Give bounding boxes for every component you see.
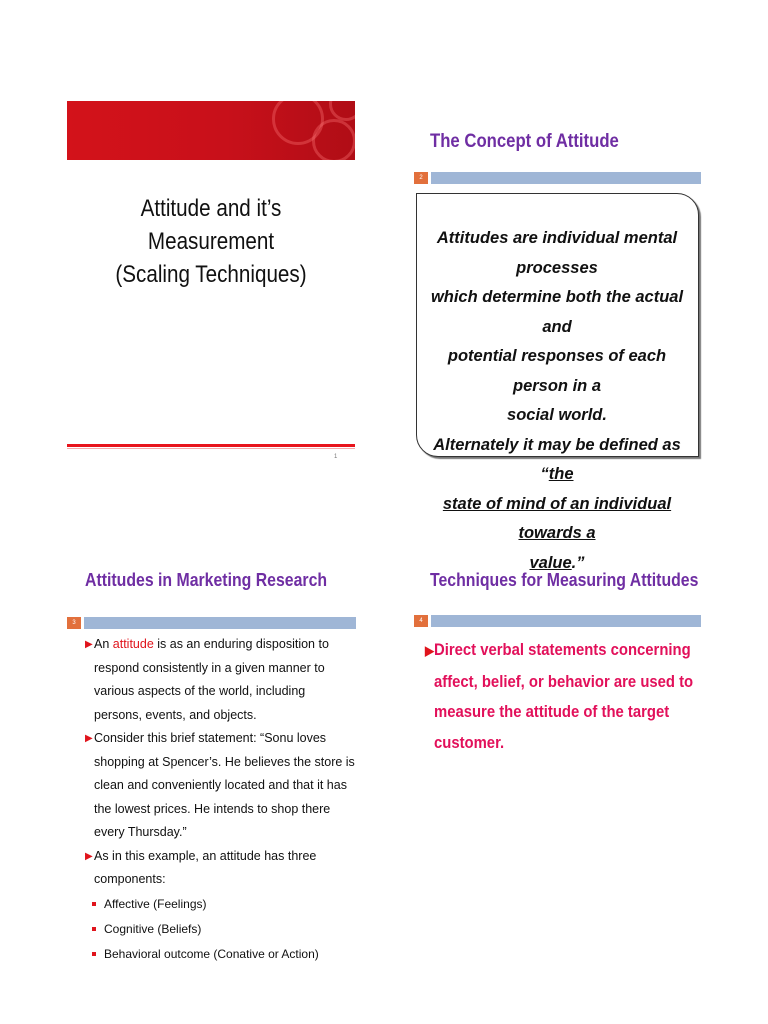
slide1-title-line1: Attitude and it’s Measurement [140,195,282,255]
bullet-item [86,845,356,892]
slide1-title-line2: (Scaling Techniques) [115,261,307,288]
slide2-number-badge: 2 [414,172,428,184]
sub-bullet-item [86,892,356,917]
alternate-underlined: value [529,553,572,572]
slide2-header-bar [431,172,701,184]
alternate-underlined: the [548,465,574,483]
bullet-text: As in this example, an attitude has three components: [94,848,317,886]
bullet-arrow-icon: ▶ [85,733,93,744]
bullet-text: Consider this brief statement: “Sonu loves shopping at Spencer’s. He believes the store is clean and conveniently located and that it has the lowest prices. He intends to shop there every Thursday.” [94,731,355,839]
slide2-definition-text [420,224,694,578]
slide4-title: Techniques for Measuring Attitudes [430,570,699,590]
sub-bullet-text: Behavioral outcome (Conative or Action) [104,946,319,961]
alternate-definition [420,431,694,490]
square-bullet-icon [92,902,96,906]
sub-bullet-text: Affective (Feelings) [104,896,207,911]
bullet-arrow-icon: ▶ [85,850,93,862]
definition-line: Attitudes are individual mental processes [436,229,678,277]
sub-bullet-text: Cognitive (Beliefs) [104,921,202,936]
definition-line: which determine both the actual and [430,288,684,336]
square-bullet-icon [92,952,96,956]
bullet-arrow-icon: ▶ [425,643,434,658]
body-line [425,635,691,667]
highlighted-term: attitude [112,637,154,651]
slide3-header-bar [84,617,356,629]
gear-decoration-icon [329,101,355,121]
alternate-suffix: .” [571,553,585,572]
slide1-red-banner [67,101,355,160]
definition-line: social world. [507,406,607,424]
slide3-title: Attitudes in Marketing Research [85,570,328,590]
slide1-title [67,192,355,291]
slide4-number-badge: 4 [414,615,428,627]
body-line: customer. [434,733,505,752]
slide1-divider [67,444,355,447]
sub-bullet-item [86,917,356,942]
alternate-prefix: Alternately it may be defined as “ [433,435,681,483]
bullet-text: is as an enduring disposition to respond consistently in a given manner to various aspects of the world, including persons, events, and objects. [94,637,329,722]
sub-bullet-item [86,942,356,967]
slide1-page-number: 1 [334,454,338,460]
slide4-header-bar [431,615,701,627]
slide2-title: The Concept of Attitude [430,131,619,152]
slide3-number-badge: 3 [67,617,81,629]
body-line: measure the attitude of the target [434,703,670,721]
bullet-item [86,633,356,727]
square-bullet-icon [92,927,96,931]
body-line: affect, belief, or behavior are used to [434,672,694,691]
body-line-text: Direct verbal statements concerning [434,641,691,659]
bullet-item [86,727,356,845]
definition-line: potential responses of each person in a [447,347,667,395]
slide4-body [425,635,700,758]
bullet-arrow-icon: ▶ [85,639,93,650]
slide3-body [86,633,356,967]
gear-decoration-icon [312,119,355,160]
bullet-text: An [94,637,113,651]
alternate-underlined: state of mind of an individual towards a [442,494,672,542]
slide1-divider-shadow [67,448,355,449]
alternate-definition [420,490,694,549]
